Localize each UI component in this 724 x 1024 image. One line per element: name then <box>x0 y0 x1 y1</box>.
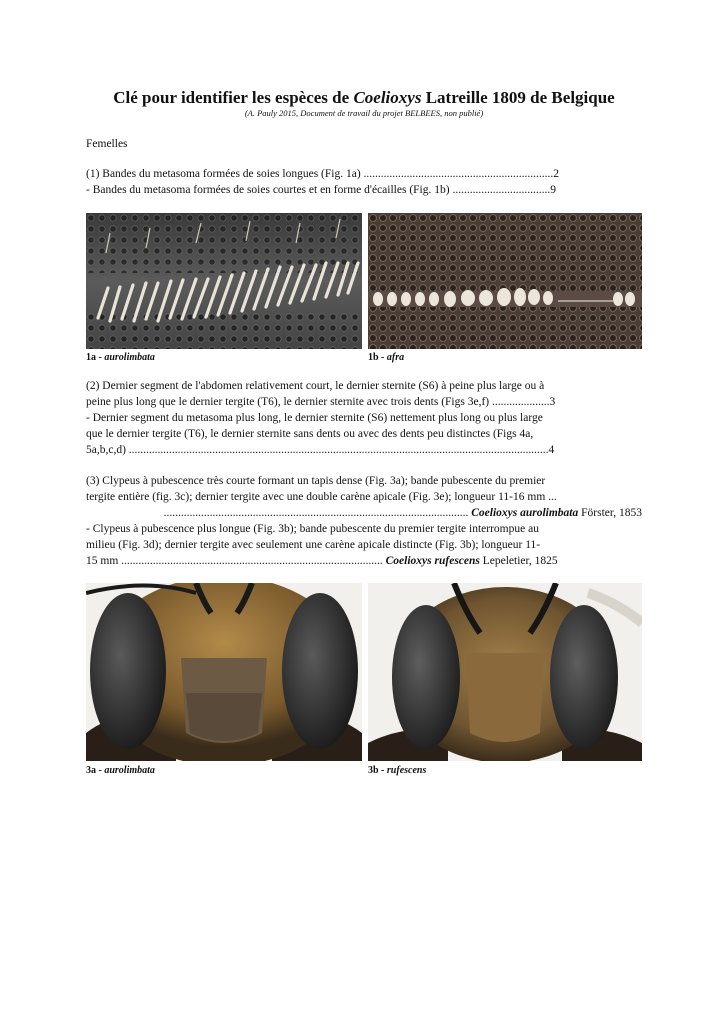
title-genus: Coelioxys <box>353 88 422 107</box>
couplet-1a: (1) Bandes du metasoma formées de soies longues (Fig. 1a) ..................................................................2 <box>86 168 560 180</box>
species-aurolimbata: Coelioxys aurolimbata <box>471 507 579 519</box>
figure-3b-caption: 3b - rufescens <box>368 765 427 776</box>
couplet-2-line-2: peine plus long que le dernier tergite (T6), le dernier sternite avec trois dents (Figs 3e,f) ....................3 <box>86 396 556 408</box>
couplet-3-line-3: .......................................................................................................... Coelioxys aurolimbata Förster, 1853 <box>163 507 642 519</box>
figure-3a-photo <box>86 583 362 761</box>
figure-3a-caption: 3a - aurolimbata <box>86 765 155 776</box>
couplet-2-line-4: que le dernier tergite (T6), le dernier sternite sans dents ou avec des dents peu distinctes (Figs 4a, <box>86 428 534 440</box>
couplet-3-line-6: 15 mm ........................................................................................... Coelioxys rufescens Lepeletier, 1825 <box>86 555 558 567</box>
couplet-3-line-4: - Clypeus à pubescence plus longue (Fig. 3b); bande pubescente du premier tergite interrompue au <box>86 523 539 535</box>
couplet-2-line-1: (2) Dernier segment de l'abdomen relativement court, le dernier sternite (S6) à peine plus large ou à <box>86 380 545 392</box>
figure-1b-caption: 1b - afra <box>368 352 405 363</box>
figure-1a-caption: 1a - aurolimbata <box>86 352 155 363</box>
couplet-3-line-2: tergite entière (fig. 3c); dernier tergite avec une double carène apicale (Fig. 3e); longueur 11-16 mm ... <box>86 491 557 503</box>
page-subtitle: (A. Pauly 2015, Document de travail du projet BELBEES, non publié) <box>244 108 484 118</box>
species-rufescens: Coelioxys rufescens <box>385 555 480 567</box>
page-title: Clé pour identifier les espèces de Coelioxys Latreille 1809 de Belgique <box>113 88 615 107</box>
section-label: Femelles <box>86 138 128 150</box>
figure-1a-photo <box>86 213 362 349</box>
couplet-3-line-1: (3) Clypeus à pubescence très courte formant un tapis dense (Fig. 3a); bande pubescente du premier <box>86 475 546 487</box>
figure-3b-photo <box>368 583 642 761</box>
couplet-2-line-5: 5a,b,c,d) ..................................................................................................................................................4 <box>86 444 555 456</box>
couplet-1b: - Bandes du metasoma formées de soies courtes et en forme d'écailles (Fig. 1b) ..................................9 <box>86 184 556 196</box>
couplet-2-line-3: - Dernier segment du metasoma plus long, le dernier sternite (S6) nettement plus long ou plus large <box>86 412 543 424</box>
figure-1b-photo <box>368 213 642 349</box>
couplet-3-line-5: milieu (Fig. 3d); dernier tergite avec seulement une carène apicale distincte (Fig. 3b); longueur 11- <box>86 539 541 551</box>
